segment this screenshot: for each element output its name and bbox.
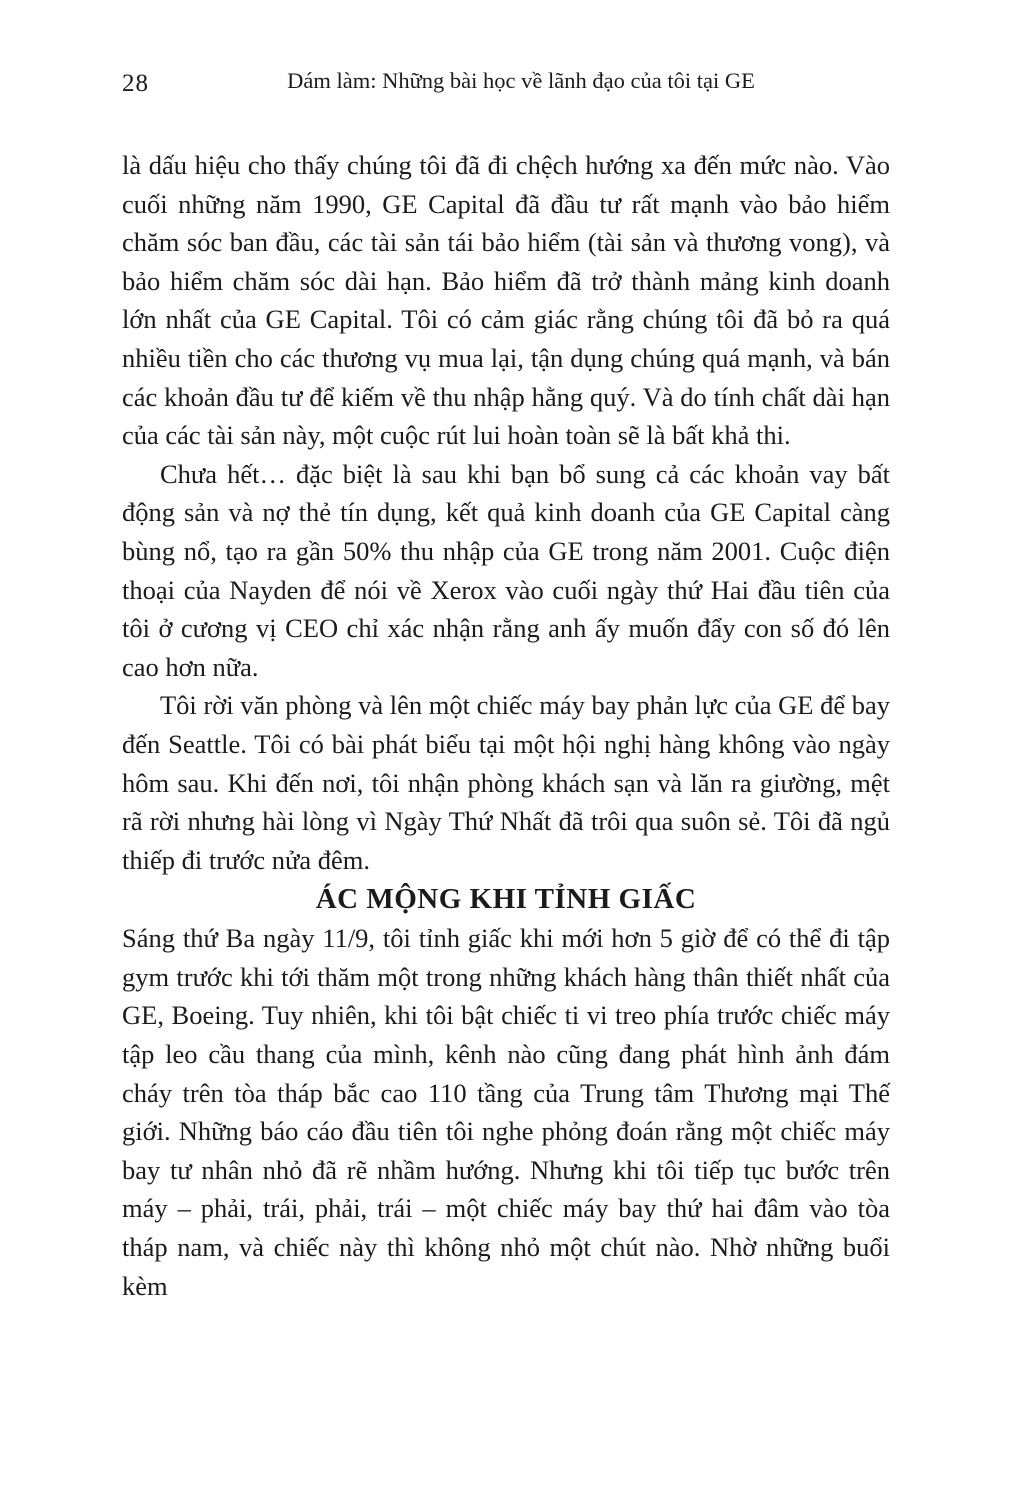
running-title: Dám làm: Những bài học về lãnh đạo của tôi tại GE [287,68,755,93]
page-header [122,68,890,102]
body-text [122,146,890,1305]
paragraph: là dấu hiệu cho thấy chúng tôi đã đi chệch hướng xa đến mức nào. Vào cuối những năm 1990, GE Capital đã đầu tư rất mạnh vào bảo hiểm chăm sóc ban đầu, các tài sản tái bảo hiểm (tài sản và thương vong), và bảo hiểm chăm sóc dài hạn. Bảo hiểm đã trở thành mảng kinh doanh lớn nhất của GE Capital. Tôi có cảm giác rằng chúng tôi đã bỏ ra quá nhiều tiền cho các thương vụ mua lại, tận dụng chúng quá mạnh, và bán các khoản đầu tư để kiếm về thu nhập hằng quý. Và do tính chất dài hạn của các tài sản này, một cuộc rút lui hoàn toàn sẽ là bất khả thi. [122,150,890,451]
section-heading: ÁC MỘNG KHI TỈNH GIẤC [315,883,697,916]
paragraph: Sáng thứ Ba ngày 11/9, tôi tỉnh giấc khi mới hơn 5 giờ để có thể đi tập gym trước khi tới thăm một trong những khách hàng thân thiết nhất của GE, Boeing. Tuy nhiên, khi tôi bật chiếc ti vi treo phía trước chiếc máy tập leo cầu thang của mình, kênh nào cũng đang phát hình ảnh đám cháy trên tòa tháp bắc cao 110 tầng của Trung tâm Thương mại Thế giới. Những báo cáo đầu tiên tôi nghe phỏng đoán rằng một chiếc máy bay tư nhân nhỏ đã rẽ nhầm hướng. Nhưng khi tôi tiếp tục bước trên máy – phải, trái, phải, trái – một chiếc máy bay thứ hai đâm vào tòa tháp nam, và chiếc này thì không nhỏ một chút nào. Nhờ những buổi kèm [122,923,890,1301]
paragraph: Tôi rời văn phòng và lên một chiếc máy bay phản lực của GE để bay đến Seattle. Tôi có bài phát biểu tại một hội nghị hàng không vào ngày hôm sau. Khi đến nơi, tôi nhận phòng khách sạn và lăn ra giường, mệt rã rời nhưng hài lòng vì Ngày Thứ Nhất đã trôi qua suôn sẻ. Tôi đã ngủ thiếp đi trước nửa đêm. [122,690,890,875]
page-number: 28 [122,70,149,97]
paragraph: Chưa hết… đặc biệt là sau khi bạn bổ sung cả các khoản vay bất động sản và nợ thẻ tín dụng, kết quả kinh doanh của GE Capital càng bùng nổ, tạo ra gần 50% thu nhập của GE trong năm 2001. Cuộc điện thoại của Nayden để nói về Xerox vào cuối ngày thứ Hai đầu tiên của tôi ở cương vị CEO chỉ xác nhận rằng anh ấy muốn đẩy con số đó lên cao hơn nữa. [122,458,890,682]
